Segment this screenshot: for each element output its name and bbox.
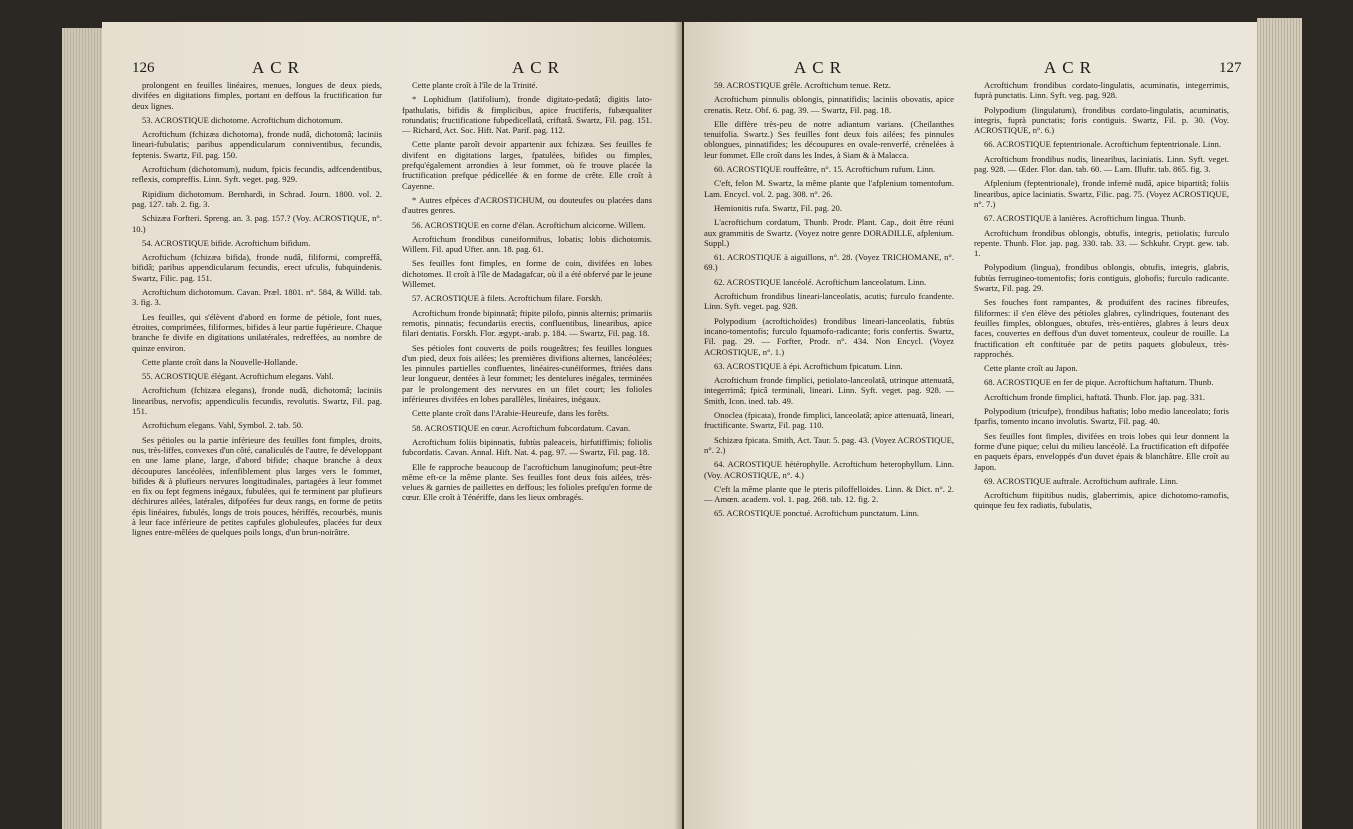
paragraph: Cette plante croît dans l'Arabie-Heureufe, dans les forêts. [412, 408, 609, 419]
paragraph: prolongent en feuilles linéaires, menues, longues de deux pieds, divifées en digitations fimples, portant en deffous la fructification fur deux lignes. [132, 80, 382, 111]
paragraph: Acroftichum (fchizæa dichotoma), fronde nudâ, dichotomâ; laciniis lineari-fubulatis; paribus appendicularum conniventibus, fecundis, feptenis. Swartz, Fil. pag. 150. [132, 129, 382, 160]
paragraph: * Lophidium (latifolium), fronde digitato-pedatâ; digitis lato-fpathulatis, bifidis & fimplicibus, apice fructiferis, fubæqualiter rotundatis; fructificatione fubpedicellatâ, criftatâ. Swartz, Fil. pag. 151. — Richard, Act. Soc. Hift. Nat. Parif. pag. 112. [402, 94, 652, 136]
paragraph: Acroftichum (fchizæa elegans), fronde nudâ, dichotomâ; laciniis linearibus, nervofis; appendiculis fecundis, revolutis. Swartz, Fil. pag. 151. [132, 385, 382, 417]
paragraph: Les feuilles, qui s'élèvent d'abord en forme de pétiole, font nues, étroites, comprimées, filiformes, bifides à leur partie fupérieure. Chaque branche fe divife en digitations unilatérales, redreffées, au nombre de quinze environ. [132, 311, 382, 353]
paragraph: 55. ACROSTIQUE élégant. Acroftichum elegans. Vahl. [142, 371, 334, 382]
page-stack-right [1257, 18, 1302, 829]
paragraph: 54. ACROSTIQUE bifide. Acroftichum bifidum. [142, 237, 311, 248]
left-page [102, 22, 682, 829]
paragraph: Polypodium (lingulatum), frondibus cordato-lingulatis, acuminatis, integris, fuprà punctatis; foris contiguis. Swartz, Fil. p. 30. (Voy. ACROSTIQUE, n°. 6.) [974, 104, 1229, 136]
paragraph: Acroftichum frondibus cordato-lingulatis, acuminatis, integerrimis, fuprà punctatis. Linn. Syft. veg. pag. 928. [974, 80, 1229, 101]
paragraph: Acroftichum fronde fimplici, petiolato-lanceolatâ, utrinque attenuatâ, integerrimâ; fpicâ terminali, lineari. Linn. Syft. veget. pag. 928. — Smith, Icon. ined. tab. 49. [704, 375, 954, 406]
page-stack-left [62, 28, 102, 829]
paragraph: C'eft la même plante que le pteris piloffelloides. Linn. & Dict. n°. 2. — Amœn. academ. vol. 1. pag. 268. tab. 12. fig. 2. [704, 483, 954, 505]
column-1 [132, 80, 382, 542]
paragraph: 53. ACROSTIQUE dichotome. Acroftichum dichotomum. [142, 114, 343, 125]
paragraph: Acroftichum dichotomum. Cavan. Præl. 1801. n°. 584, & Willd. tab. 3. fig. 3. [132, 287, 382, 308]
paragraph: Polypodium (acroftichoïdes) frondibus lineari-lanceolatis, fubtùs incano-tomentofis; furculo fquamofo-radicante; foris confertis. Swartz, Fil. pag. 29. — Forfter, Prodr. n°. 434. Non Encycl. (Voyez ACROSTIQUE, n°. 1.) [704, 315, 954, 357]
paragraph: Acroftichum frondibus oblongis, obtufis, integris, petiolatis; furculo repente. Thunb. Flor. jap. pag. 330. tab. 33. — Schkuhr. Crypt. gew. tab. 1. [974, 227, 1229, 259]
paragraph: Schizæa fpicata. Smith, Act. Taur. 5. pag. 43. (Voyez ACROSTIQUE, n°. 2.) [704, 434, 954, 455]
column-3 [704, 80, 954, 523]
paragraph: 56. ACROSTIQUE en corne d'élan. Acroftichum alcicorne. Willem. [412, 219, 646, 230]
page-number-left: 126 [132, 60, 155, 76]
paragraph: Ses feuilles font fimples, divifées en trois lobes qui leur donnent la forme d'une pique; celui du milieu lancéolé. La fructification eft difpofée en paquets épars, enveloppés d'un duvet épais & blanchâtre. Elle croît au Japon. [974, 430, 1229, 472]
paragraph: Cette plante paroît devoir appartenir aux fchizæa. Ses feuilles fe divifent en digitations larges, fpatulées, bifides ou fimples, prefqu'également arrondies à leur fommet, où fe trouve placée la fructification prefque pédicellée & en forme de crête. Elle croît à Cayenne. [402, 139, 652, 191]
paragraph: 57. ACROSTIQUE à filets. Acroftichum filare. Forskh. [412, 293, 603, 304]
paragraph: Acroftichum frondibus nudis, linearibus, laciniatis. Linn. Syft. veget. pag. 928. — Œder. Flor. dan. tab. 60. — Lam. Illuftr. tab. 865. fig. 3. [974, 153, 1229, 175]
right-page [684, 22, 1257, 829]
paragraph: Ses fouches font rampantes, & produifent des racines fibreufes, filiformes: il s'en élève des pétioles glabres, cylindriques, foutenant des feuilles fimples, oblongues, obtufes, très-entières, glabres à leurs deux faces, couvertes en deffous d'un duvet tomenteux, couleur de rouille. La fructification eft conftituée par de petits paquets globuleux, très-rapprochés. [974, 297, 1229, 359]
paragraph: Acroftichum fronde fimplici, haftatâ. Thunb. Flor. jap. pag. 331. [984, 391, 1206, 402]
paragraph: Acroftichum elegans. Vahl, Symbol. 2. tab. 50. [142, 420, 304, 431]
paragraph: Acroftichum foliis bipinnatis, fubtùs paleaceis, hirfutiffimis; foliolis fubcordatis. Cavan. Annal. Hift. Nat. 4. pag. 97. — Swartz, Fil. pag. 18. [402, 436, 652, 458]
paragraph: Acroftichum (dichotomum), nudum, fpicis fecundis, adfcendentibus, reflexis, compreffis. Linn. Syft. veget. pag. 929. [132, 164, 382, 185]
paragraph: Acroftichum frondibus lineari-lanceolatis, acutis; furculo fcandente. Linn. Syft. veget. pag. 928. [704, 291, 954, 312]
running-head-left-2: ACR [512, 58, 565, 77]
paragraph: 66. ACROSTIQUE feptentrionale. Acroftichum feptentrionale. Linn. [984, 139, 1221, 150]
paragraph: Ses pétioles ou la partie inférieure des feuilles font fimples, droits, nus, très-liffes, convexes d'un côté, canaliculés de l'autre, fe développant en une lame plane, large, d'abord bifide; chaque branche à deux découpures lancéolées, infenfiblement plus larges vers le fommet, bifides & à plufieurs nervures longitudinales, partagées à leur fommet en fix ou fept fegmens inégaux, fubulées, qui fe terminent par plufieurs déchirures ailées, latérales, difpofées fur deux rangs, en forme de petits épis linéaires, fubulés, longs de trois pouces, hériffés, recourbés, munis à leur face inférieure de petites capfules globuleufes, placées fur deux lignes entre-mêlées de quelques poils longs, d'un brun-noirâtre. [132, 434, 382, 538]
open-book [62, 8, 1302, 829]
paragraph: Acroftichum pinnulis oblongis, pinnatifidis; laciniis obovatis, apice crenatis. Retz. Obf. 6. pag. 39. — Swartz, Fil. pag. 18. [704, 94, 954, 115]
paragraph: 68. ACROSTIQUE en fer de pique. Acroftichum haftatum. Thunb. [984, 377, 1214, 388]
paragraph: Onoclea (fpicata), fronde fimplici, lanceolatâ; apice attenuatâ, lineari, fructificante. Swartz, Fil. pag. 110. [704, 410, 954, 431]
paragraph: Acroftichum fronde bipinnatâ; ftipite pilofo, pinnis alternis; primariis remotis, pinnatis; fecundariis erectis, confluentibus, linearibus, apice filari dentatis. Forskh. Flor. ægypt.-arab. p. 184. — Swartz, Fil. pag. 18. [402, 307, 652, 339]
paragraph: 60. ACROSTIQUE rouffeâtre, n°. 15. Acroftichum rufum. Linn. [714, 164, 936, 175]
paragraph: Schizæa Forfteri. Spreng. an. 3. pag. 157.? (Voy. ACROSTIQUE, n°. 10.) [132, 213, 382, 234]
paragraph: Acroftichum (fchizæa bifida), fronde nudâ, filiformi, compreffâ, bifidâ; paribus appendicularum fecundis, erect ufculis, fubquindenis. Swartz, Filic. pag. 151. [132, 252, 382, 283]
paragraph: Elle fe rapproche beaucoup de l'acroftichum lanuginofum; peut-être même eft-ce la même plante. Ses feuilles font deux fois ailées, très-velues & garnies de paillettes en deffous; les folioles prefqu'en forme de cœur. Elle croît à Ténériffe, dans les lieux ombragés. [402, 461, 652, 503]
paragraph: Afplenium (feptentrionale), fronde infernè nudâ, apice bipartitâ; foliis linearibus, apice laciniatis. Swartz, Filic. pag. 75. (Voyez ACROSTIQUE, n°. 7.) [974, 178, 1229, 209]
paragraph: Ses feuilles font fimples, en forme de coin, divifées en lobes dichotomes. Il croît à l'île de Madagafcar, où il a été obfervé par le jeune Willemet. [402, 258, 652, 290]
page-number-right: 127 [1219, 60, 1242, 76]
paragraph: Cette plante croît à l'île de la Trinité. [412, 80, 538, 90]
paragraph: 63. ACROSTIQUE à épi. Acroftichum fpicatum. Linn. [714, 360, 903, 371]
paragraph: 67. ACROSTIQUE à lanières. Acroftichum lingua. Thunb. [984, 213, 1186, 224]
paragraph: * Autres efpèces d'ACROSTICHUM, ou douteufes ou placées dans d'autres genres. [402, 194, 652, 216]
paragraph: Ses pétioles font couverts de poils rougeâtres; fes feuilles longues d'un pied, deux fois ailées; les premières divifions alternes, lancéolées; les pinnules partielles confluentes, linéaires-cunéiformes, ftriées dans leur longueur, dentées à leur fommet; les dentelures inégales, terminées par le prolongement des nervures en un filet court; les folioles inférieures divifées en lobes parallèles, linéaires, inégaux. [402, 342, 652, 405]
paragraph: Elle diffère très-peu de notre adiantum varians. (Cheilanthes tenuifolia. Swartz.) Ses feuilles font deux fois ailées; fes pinnules oblongues, pinnatifides; les découpures en ovale-renverfé, crénelées à leur fommet. Elle croît dans les Indes, à Siam & à Malacca. [704, 118, 954, 160]
running-head-right-1: ACR [794, 58, 847, 77]
paragraph: Polypodium (lingua), frondibus oblongis, obtufis, integris, glabris, fubtùs ferrugineo-tomentofis; foris contiguis, globofis; furculo radicante. Swartz, Fil. pag. 29. [974, 262, 1229, 294]
paragraph: 58. ACROSTIQUE en cœur. Acroftichum fubcordatum. Cavan. [412, 422, 631, 433]
paragraph: L'acroftichum cordatum, Thunb. Prodr. Plant. Cap., doit être réuni aux grammitis de Swartz. (Voyez notre genre DORADILLE, afplenium. Suppl.) [704, 217, 954, 248]
paragraph: 62. ACROSTIQUE lancéolé. Acroftichum lanceolatum. Linn. [714, 276, 927, 287]
running-head-right-2: ACR [1044, 58, 1097, 77]
paragraph: Acroftichum ftipitibus nudis, glaberrimis, apice dichotomo-ramofis, quinque feu fex radiatis, fubulatis, [974, 490, 1229, 511]
paragraph: C'eft, felon M. Swartz, la même plante que l'afplenium tomentofum. Lam. Encycl. vol. 2. pag. 308. n°. 26. [704, 178, 954, 199]
paragraph: Cette plante croît dans la Nouvelle-Hollande. [142, 356, 298, 367]
paragraph: 64. ACROSTIQUE hétérophylle. Acroftichum heterophyllum. Linn. (Voy. ACROSTIQUE, n°. 4.) [704, 459, 954, 480]
running-head-left-1: ACR [252, 58, 305, 77]
paragraph: 59. ACROSTIQUE grêle. Acroftichum tenue. Retz. [714, 80, 891, 90]
paragraph: Acroftichum frondibus cuneiformibus, lobatis; lobis dichotomis. Willem. Fil. apud Ufter. ann. 18. pag. 61. [402, 233, 652, 255]
column-2 [402, 80, 652, 507]
paragraph: Cette plante croît au Japon. [984, 363, 1078, 374]
paragraph: 65. ACROSTIQUE ponctué. Acroftichum punctatum. Linn. [714, 508, 920, 519]
paragraph: 61. ACROSTIQUE à aiguillons, n°. 28. (Voyez TRICHOMANE, n°. 69.) [704, 252, 954, 273]
paragraph: Ripidium dichotomum. Bernhardi, in Schrad. Journ. 1800. vol. 2. pag. 127. tab. 2. fig. 3. [132, 188, 382, 209]
paragraph: 69. ACROSTIQUE auftrale. Acroftichum auftrale. Linn. [984, 475, 1179, 486]
paragraph: Hemionitis rufa. Swartz, Fil. pag. 20. [714, 202, 842, 213]
column-4 [974, 80, 1229, 515]
paragraph: Polypodium (tricufpe), frondibus haftatis; lobo medio lanceolato; foris fparfis, tomento incano involutis. Swartz, Fil. pag. 40. [974, 406, 1229, 427]
